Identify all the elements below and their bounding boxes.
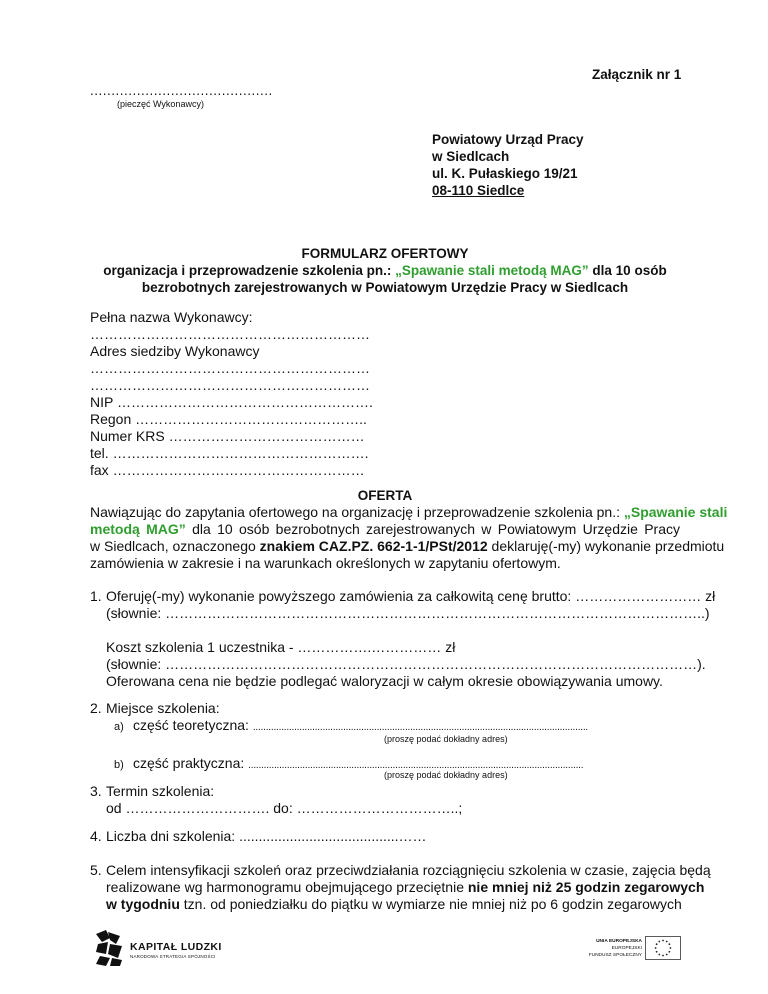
item-2b-hint: (proszę podać dokładny adres) bbox=[384, 770, 508, 780]
item-2b-row bbox=[114, 755, 583, 774]
item-1-price-words: (słownie: ……………………………………………………………………………………………………..) bbox=[106, 605, 710, 621]
recipient-address bbox=[432, 131, 584, 199]
offer-line-4: zamówienia w zakresie i na warunkach określonych w zapytaniu ofertowym. bbox=[90, 555, 561, 571]
address-line-4: 08-110 Siedlce bbox=[432, 183, 525, 198]
eu-title: UNIA EUROPEJSKA bbox=[596, 939, 642, 944]
eu-flag-icon bbox=[645, 936, 681, 960]
contractor-address-dots-1: …………………………………………………… bbox=[90, 360, 370, 376]
kapital-ludzki-title: KAPITAŁ LUDZKI bbox=[130, 941, 222, 953]
item-1 bbox=[106, 588, 715, 690]
item-3-label: Termin szkolenia: bbox=[106, 783, 215, 799]
contractor-address-dots-2: …………………………………………………… bbox=[90, 377, 370, 393]
item-5-line-1: Celem intensyfikacji szkoleń oraz przeciwdziałania rozciągnięciu szkolenia w czasie, zajęcia będą bbox=[106, 862, 711, 878]
eu-text bbox=[584, 938, 642, 959]
offer-paragraph bbox=[90, 504, 728, 572]
item-3-number: 3. bbox=[90, 783, 102, 799]
item-1-price: Oferuję(-my) wykonanie powyższego zamówienia za całkowitą cenę brutto: ……………………… zł bbox=[106, 588, 716, 604]
offer-heading: OFERTA bbox=[357, 488, 413, 503]
item-2a-label: część teoretyczna: bbox=[133, 717, 253, 733]
contractor-address-label: Adres siedziby Wykonawcy bbox=[90, 343, 260, 359]
form-title-main: FORMULARZ OFERTOWY bbox=[301, 246, 469, 261]
item-1-unit-cost-words: (słownie: ……………………………………………………………………………………………………). bbox=[106, 656, 706, 672]
contractor-name-label: Pełna nazwa Wykonawcy: bbox=[90, 309, 253, 325]
item-3 bbox=[106, 783, 462, 817]
kapital-ludzki-logo-icon bbox=[92, 928, 126, 968]
address-line-1: Powiatowy Urząd Pracy bbox=[432, 132, 584, 147]
attachment-label: Załącznik nr 1 bbox=[592, 67, 682, 82]
item-2b-letter: b) bbox=[114, 759, 124, 771]
eu-sub-2: FUNDUSZ SPOŁECZNY bbox=[588, 953, 642, 958]
contractor-fax: fax ……………………………………………… bbox=[90, 462, 365, 478]
offer-line-1: Nawiązując do zapytania ofertowego na organizację i przeprowadzenie szkolenia pn.: „Spawanie stali bbox=[90, 504, 728, 520]
offer-line-2: metodą MAG” dla 10 osób bezrobotnych zarejestrowanych w Powiatowym Urzędzie Pracy bbox=[90, 521, 680, 537]
item-2b-label: część praktyczna: bbox=[133, 755, 249, 771]
contractor-name-dots: …………………………………………………… bbox=[90, 326, 370, 342]
form-title-line3: bezrobotnych zarejestrowanych w Powiatowym Urzędzie Pracy w Siedlcach bbox=[141, 280, 629, 295]
item-4-days: Liczba dni szkolenia: .........................................…… bbox=[106, 828, 427, 844]
item-2b-dots: .................................................................................................................................. bbox=[248, 760, 584, 771]
address-line-2: w Siedlcach bbox=[432, 149, 510, 164]
contractor-section bbox=[90, 309, 373, 479]
item-5-line-3: w tygodniu tzn. od poniedziałku do piątku w wymiarze nie mniej niż po 6 godzin zegarowych bbox=[106, 896, 682, 912]
item-3-dates: od …………………………. do: ……………………………..; bbox=[106, 800, 463, 816]
contractor-tel: tel. ………………………………………………. bbox=[90, 445, 369, 461]
item-1-unit-cost: Koszt szkolenia 1 uczestnika - …………….…………… zł bbox=[106, 639, 456, 655]
form-title-line2: organizacja i przeprowadzenie szkolenia pn.: „Spawanie stali metodą MAG” dla 10 osób bbox=[103, 263, 667, 278]
form-title bbox=[90, 245, 680, 296]
kapital-ludzki-subtitle: NARODOWA STRATEGIA SPÓJNOŚCI bbox=[130, 954, 216, 959]
item-5-number: 5. bbox=[90, 862, 102, 878]
item-1-no-indexation: Oferowana cena nie będzie podlegać waloryzacji w całym okresie obowiązywania umowy. bbox=[106, 673, 663, 689]
offer-line-3: w Siedlcach, oznaczonego znakiem CAZ.PZ. 662-1-1/PSt/2012 deklaruję(-my) wykonanie przedmiotu bbox=[90, 538, 725, 554]
item-4-number: 4. bbox=[90, 828, 102, 844]
stamp-label: (pieczęć Wykonawcy) bbox=[117, 99, 204, 109]
item-2a-row bbox=[114, 717, 588, 736]
contractor-krs: Numer KRS …………………………………… bbox=[90, 428, 365, 444]
item-5-line-2: realizowane wg harmonogramu obejmującego przeciętnie nie mniej niż 25 godzin zegarowych bbox=[106, 879, 705, 895]
eu-sub-1: EUROPEJSKI bbox=[611, 946, 642, 951]
item-1-number: 1. bbox=[90, 588, 102, 604]
contractor-regon: Regon ………………………………………….. bbox=[90, 411, 367, 427]
item-2-label: Miejsce szkolenia: bbox=[106, 700, 220, 716]
item-2a-dots: .................................................................................................................................. bbox=[252, 722, 589, 733]
item-2-number: 2. bbox=[90, 700, 102, 716]
item-2a-letter: a) bbox=[114, 721, 124, 733]
item-2a-hint: (proszę podać dokładny adres) bbox=[384, 734, 508, 744]
item-5 bbox=[106, 862, 711, 913]
contractor-nip: NIP ………………………………………………. bbox=[90, 394, 373, 410]
stamp-dots: ........................................... bbox=[90, 83, 273, 98]
address-line-3: ul. K. Pułaskiego 19/21 bbox=[432, 166, 578, 181]
